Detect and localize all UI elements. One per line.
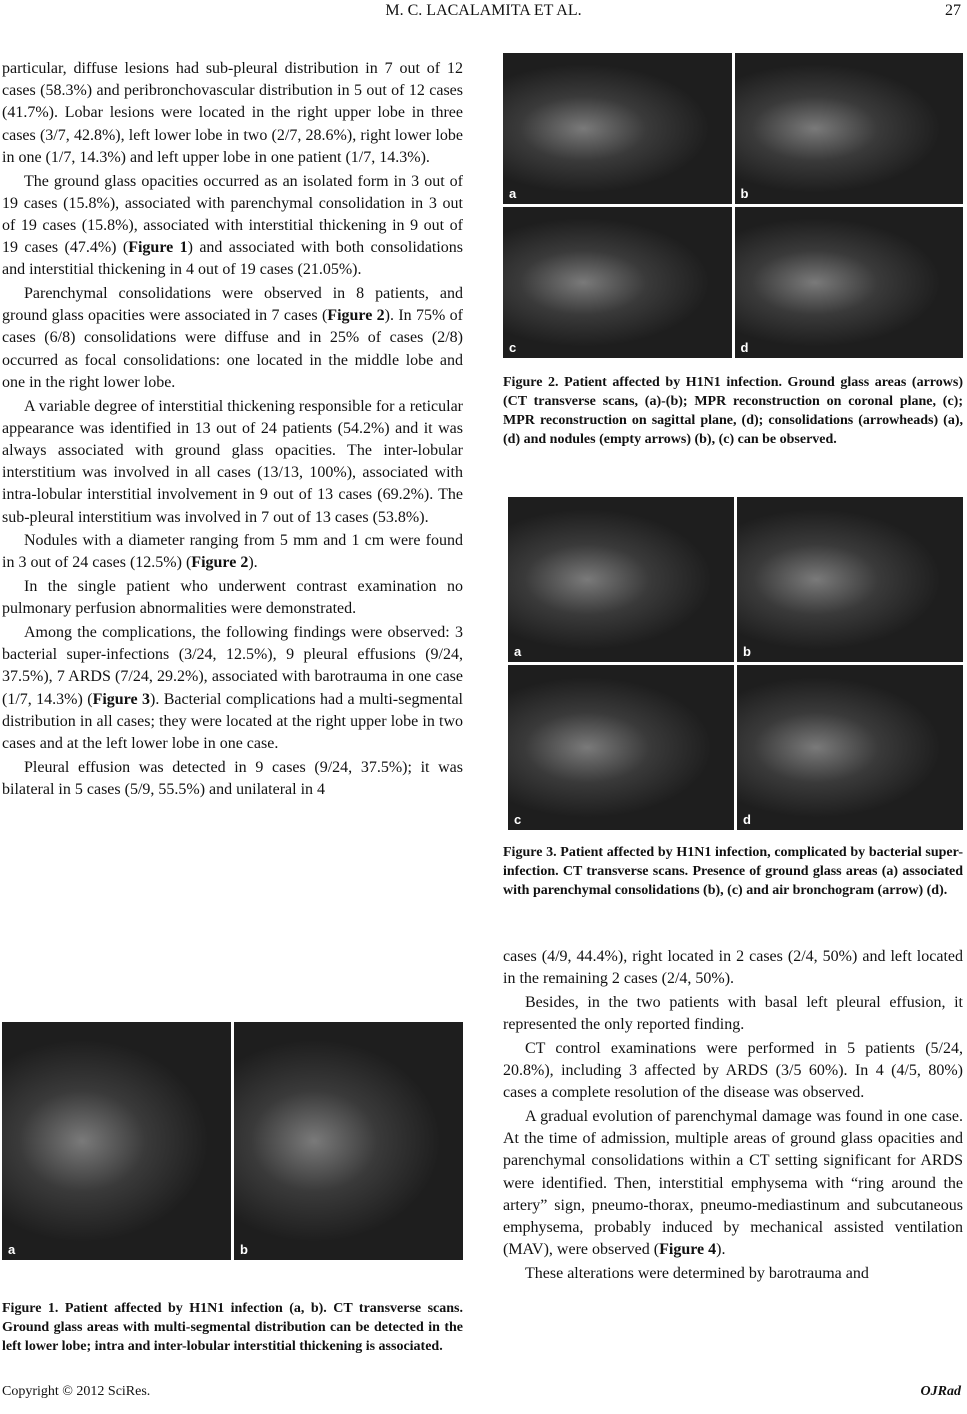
journal-name: OJRad (920, 1384, 961, 1399)
figure-3-caption: Figure 3. Patient affected by H1N1 infection, complicated by bacterial super-infection. CT transverse scans. Presence of ground glass areas (a) associated with parenchymal consolidations (b), (c) and air bronchogram (arrow) (d). (503, 845, 963, 898)
ct-scan-panel (234, 1022, 463, 1260)
figure-2-image (503, 53, 963, 358)
panel-label: d (740, 340, 749, 355)
ct-scan-panel (737, 497, 963, 662)
paragraph-text: Parenchymal consolidations were observed in 8 patients, and ground glass opacities were associated in 7 cases ( (2, 285, 463, 325)
paragraph (503, 1263, 963, 1285)
ct-scan-panel (503, 53, 732, 204)
panel-label: c (514, 812, 522, 827)
ct-scan-panel (503, 207, 732, 358)
paragraph (2, 622, 463, 755)
figure-reference: Figure 2 (327, 307, 385, 325)
panel-label: a (8, 1242, 16, 1257)
paragraph-text: cases (4/9, 44.4%), right located in 2 cases (2/4, 50%) and left located in the remaining 2 cases (2/4, 50%). (503, 948, 963, 988)
paragraph (503, 992, 963, 1036)
paragraph-text: The ground glass opacities occurred as an isolated form in 3 out of 19 cases (15.8%), associated with parenchymal consolidation in 3 out of 19 cases (15.8%), associated with interstitial thickening in 9 out of 19 cases (47.4%) ( (2, 172, 463, 257)
paragraph-text: A gradual evolution of parenchymal damage was found in one case. At the time of admission, multiple areas of ground glass opacities and parenchymal consolidations within a CT setting significant for ARDS were identified. Then, interstitial emphysema with “ring around the artery” sign, pneumo-thorax, pneumo-mediastinum and subcutaneous emphysema, probably induced by mechanical assisted ventilation (MAV), were observed ( (503, 1107, 963, 1259)
paragraph (503, 1038, 963, 1105)
paragraph (2, 171, 463, 282)
ct-scan-panel (735, 207, 964, 358)
figure-reference: Figure 1 (128, 239, 188, 257)
panel-label: a (509, 186, 517, 201)
ct-scan-panel (2, 1022, 231, 1260)
paragraph (2, 396, 463, 529)
paragraph-text: ). (716, 1241, 726, 1259)
figure-reference: Figure 4 (659, 1241, 717, 1259)
page-number: 27 (945, 2, 961, 19)
paragraph-text: particular, diffuse lesions had sub-pleural distribution in 7 out of 12 cases (58.3%) and peribronchovascular distribution in 5 out of 12 cases (41.7%). Lobar lesions were located in the right upper lobe in three cases (3/7, 42.8%), left lower lobe in two (2/7, 28.6%), right lower lobe in one (1/7, 14.3%) and left upper lobe in one patient (1/7, 14.3%). (2, 60, 463, 166)
left-column (2, 58, 463, 803)
paragraph (2, 757, 463, 801)
paragraph (2, 576, 463, 620)
figure-1-caption: Figure 1. Patient affected by H1N1 infection (a, b). CT transverse scans. Ground glass areas with multi-segmental distribution can be detected in the left lower lobe; intra and inter-lobular interstitial thickening is associated. (2, 1301, 463, 1354)
figure-3-image (508, 497, 963, 830)
paragraph-text: A variable degree of interstitial thickening responsible for a reticular appearance was identified in 13 out of 24 patients (54.2%) and it was always associated with ground glass opacities. The inter-lobular interstitium was involved in all cases (13/13, 100%), associated with intra-lobular interstitial involvement in 9 out of 13 cases (69.2%). The sub-pleural interstitium was involved in 7 out of 13 cases (53.8%). (2, 397, 463, 526)
figure-reference: Figure 2 (191, 554, 249, 572)
panel-label: b (743, 644, 751, 659)
paragraph (2, 58, 463, 169)
paragraph-text: Pleural effusion was detected in 9 cases (9/24, 37.5%); it was bilateral in 5 cases (5/9, 55.5%) and unilateral in 4 (2, 758, 463, 798)
paragraph-text: ) and associated with both consolidations and interstitial thickening in 4 out of 19 cases (21.05%). (2, 239, 463, 279)
paragraph-text: CT control examinations were performed in 5 patients (5/24, 20.8%), including 3 affected by ARDS (3/5 60%). In 4 (4/5, 80%) cases a complete resolution of the disease was observed. (503, 1039, 963, 1102)
paragraph-text: Nodules with a diameter ranging from 5 mm and 1 cm were found in 3 out of 24 cases (12.5%) ( (2, 532, 463, 572)
paragraph-text: ). Bacterial complications had a multi-segmental distribution in all cases; they were located at the right upper lobe in two cases and at the left lower lobe in one case. (2, 690, 463, 753)
paragraph (503, 946, 963, 990)
paragraph (503, 1106, 963, 1261)
paragraph-text: Besides, in the two patients with basal left pleural effusion, it represented the only reported finding. (503, 993, 963, 1034)
ct-scan-panel (508, 497, 734, 662)
paragraph (2, 530, 463, 574)
panel-label: d (743, 812, 751, 827)
paragraph-text: Among the complications, the following findings were observed: 3 bacterial super-infections (3/24, 12.5%), 9 pleural effusions (9/24, 37.5%), 7 ARDS (7/24, 29.2%), associated with barotrauma in one case (1/7, 14.3%) ( (2, 624, 463, 708)
panel-label: b (740, 186, 749, 201)
right-column (503, 946, 963, 1287)
paragraph (2, 283, 463, 394)
copyright: Copyright © 2012 SciRes. (2, 1384, 151, 1399)
figure-2-caption: Figure 2. Patient affected by H1N1 infection. Ground glass areas (arrows) (CT transverse scans, (a)-(b); MPR reconstruction on coronal plane, (c); MPR reconstruction on sagittal plane, (d); consolidations (arrowheads) (a), (d) and nodules (empty arrows) (b), (c) can be observed. (503, 375, 963, 447)
paragraph-text: ). (248, 554, 258, 572)
panel-label: a (514, 644, 522, 659)
running-header: M. C. LACALAMITA ET AL. (385, 2, 582, 19)
paragraph-text: In the single patient who underwent contrast examination no pulmonary perfusion abnormalities were demonstrated. (2, 578, 463, 618)
ct-scan-panel (735, 53, 964, 204)
paragraph-text: These alterations were determined by barotrauma and (525, 1264, 869, 1282)
figure-1-image (2, 1022, 463, 1260)
ct-scan-panel (508, 665, 734, 830)
figure-reference: Figure 3 (92, 690, 150, 708)
panel-label: c (509, 340, 517, 355)
panel-label: b (240, 1242, 248, 1257)
paragraph-text: ). In 75% of cases (6/8) consolidations were diffuse and in 25% of cases (2/8) occurred as focal consolidations: one located in the middle lobe and one in the right lower lobe. (2, 307, 464, 391)
ct-scan-panel (737, 665, 963, 830)
